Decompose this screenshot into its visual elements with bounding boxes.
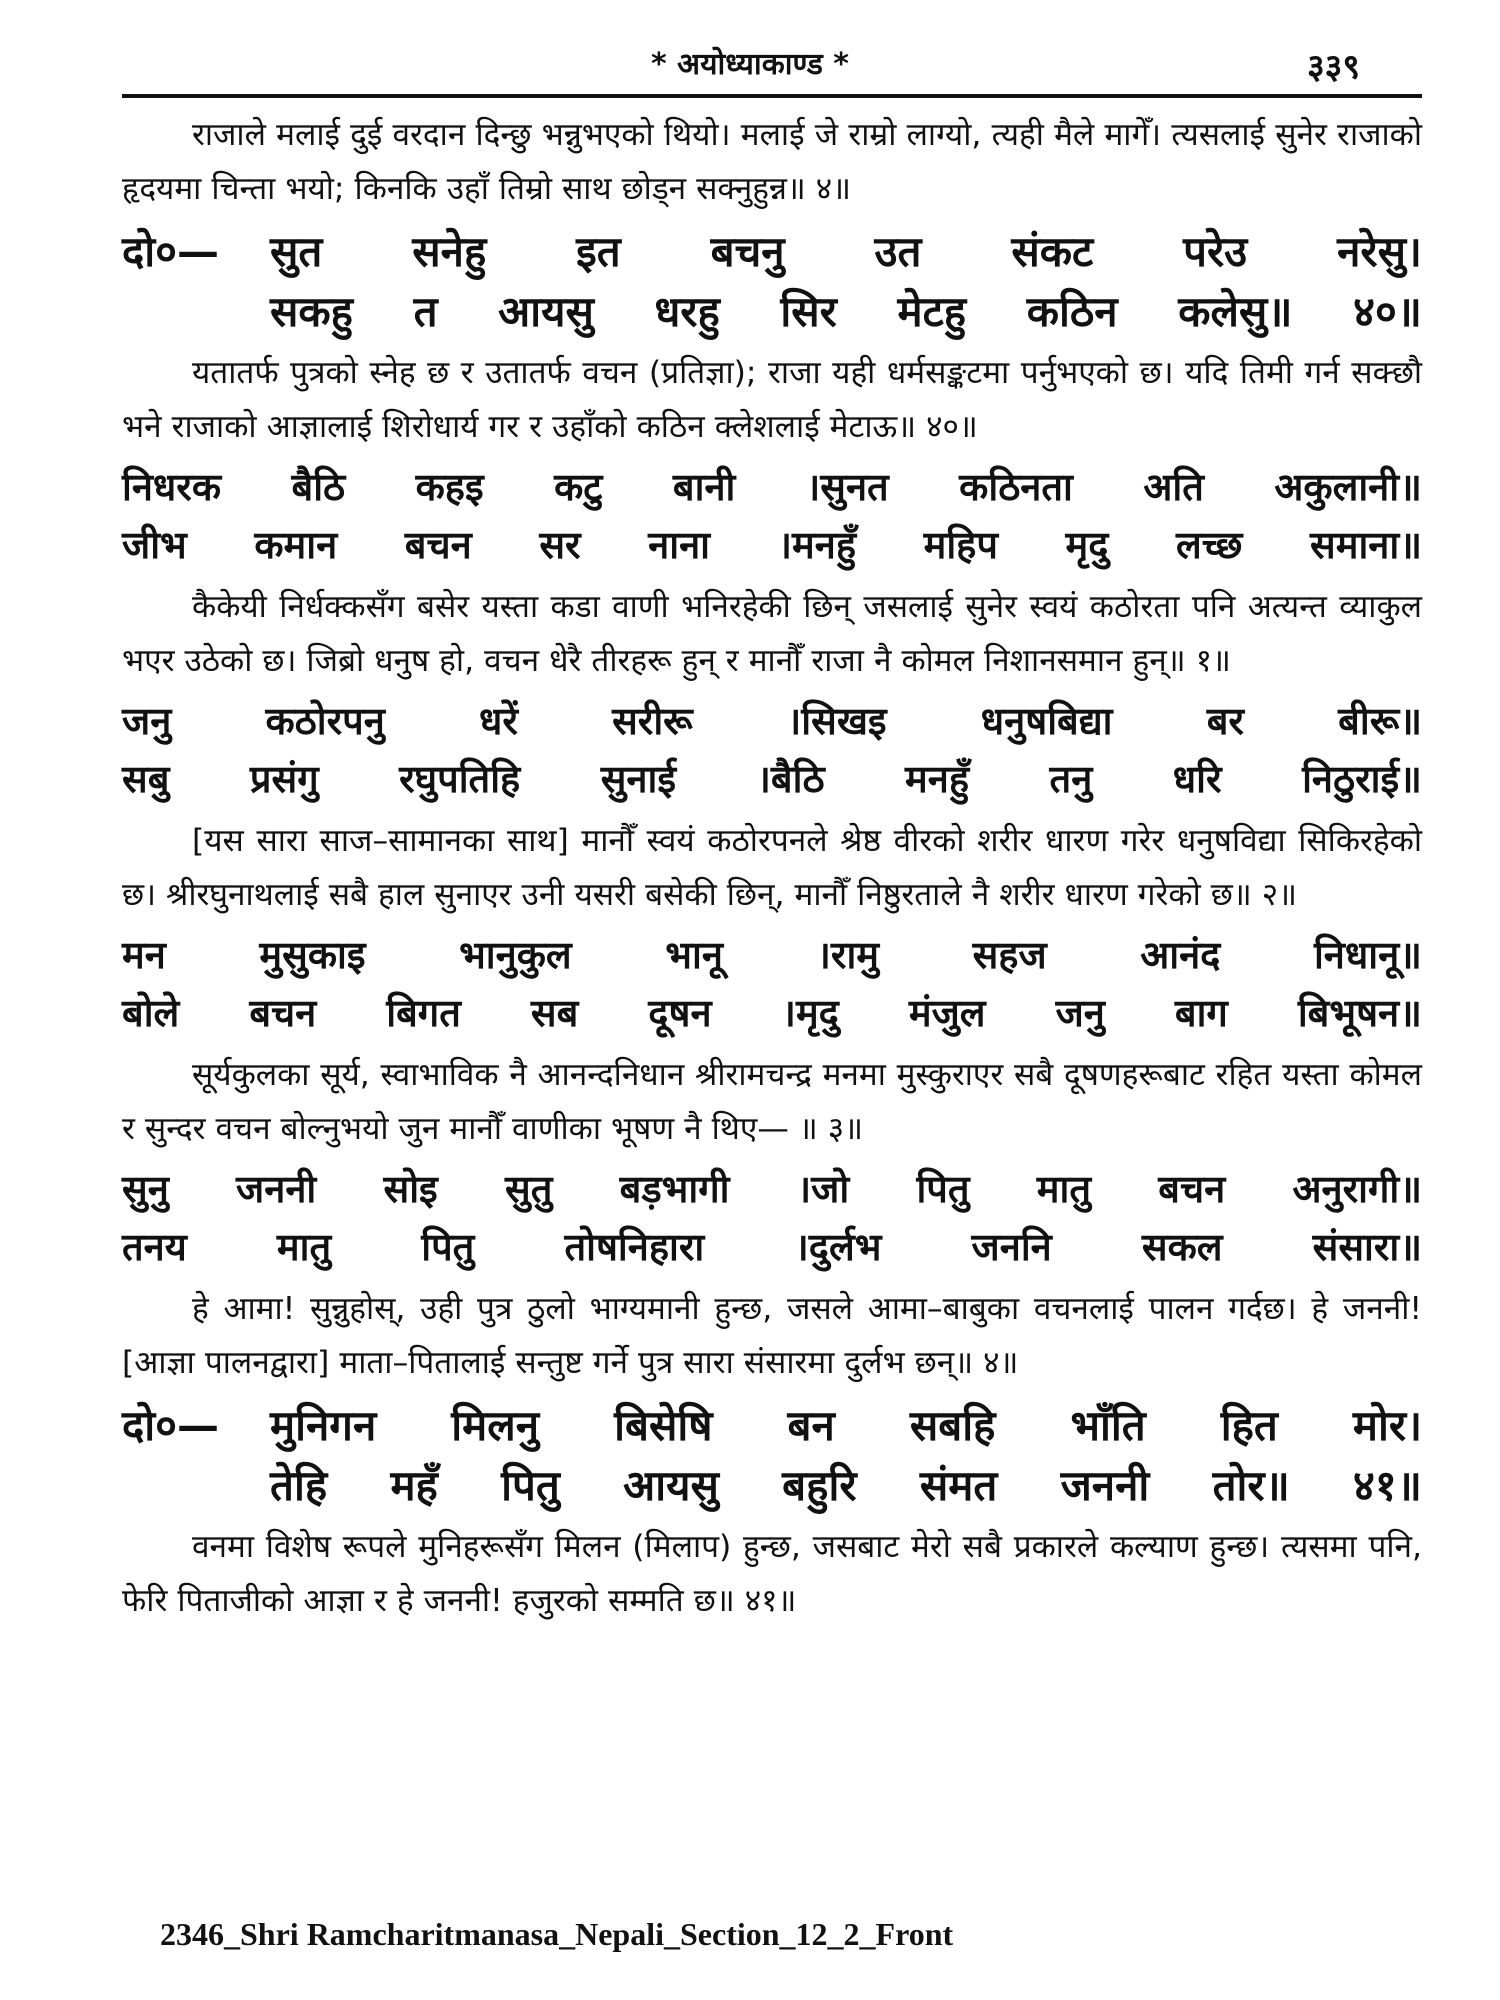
verse-word: धरहु: [654, 287, 720, 336]
verse-line: [122, 984, 1422, 1042]
verse-line: [122, 750, 1422, 808]
verse-word: बीरू॥: [1338, 699, 1422, 743]
verse-word: जनु: [1055, 991, 1105, 1035]
translation-paragraph: यतातर्फ पुत्रको स्नेह छ र उतातर्फ वचन (प्रतिज्ञा); राजा यही धर्मसङ्कटमा पर्नुभएको छ। यदि तिमी गर्न सक्छौ भने राजाको आज्ञालाई शिरोधार्य गर र उहाँको कठिन क्लेशलाई मेटाऊ॥ ४०॥: [122, 355, 1422, 445]
verse-word: सुतु: [505, 1167, 553, 1211]
verse-word: संकट: [1011, 227, 1094, 276]
verse-word: सबहि: [909, 1401, 996, 1450]
verse-word: कलेसु॥: [1178, 287, 1293, 336]
verse-word: बहुरि: [782, 1461, 857, 1510]
verse-word: महिप: [923, 523, 998, 567]
verse-word: बचन: [249, 991, 317, 1035]
verse-word: मातु: [1036, 1167, 1092, 1211]
verse-word: सिर: [780, 287, 837, 336]
verse-word: कठिनता: [959, 465, 1073, 509]
verse-word: ।सिखइ: [786, 699, 887, 743]
verse-word: दूषन: [648, 991, 712, 1035]
verse-word: मातु: [276, 1225, 332, 1269]
verse-word: ।रामु: [816, 933, 880, 977]
chaupai-verse: [122, 1160, 1422, 1276]
verse-word: मेटहु: [897, 287, 967, 336]
verse-word: बिगत: [386, 991, 461, 1035]
doha-text: [270, 222, 1422, 282]
verse-word: सोइ: [383, 1167, 438, 1211]
verse-line: [122, 1160, 1422, 1218]
verse-word: महँ: [390, 1461, 438, 1510]
verse-word: बड़भागी: [619, 1167, 730, 1211]
verse-word: भानुकुल: [459, 933, 572, 977]
verse-word: कटु: [554, 465, 603, 509]
verse-word: संमत: [919, 1461, 998, 1510]
verse-word: बोले: [122, 991, 180, 1035]
verse-word: मन: [122, 933, 166, 977]
verse-word: हित: [1220, 1401, 1278, 1450]
verse-word: जीभ: [122, 523, 187, 567]
section-title: * अयोध्याकाण्ड *: [651, 47, 849, 82]
verse-word: बैठि: [291, 465, 346, 509]
page-number: ३३९: [1306, 47, 1360, 87]
verse-word: बिसेषि: [614, 1401, 713, 1450]
file-footer: 2346_Shri Ramcharitmanasa_Nepali_Section_12_2_Front: [160, 1916, 954, 1952]
verse-word: निठुराई॥: [1302, 757, 1422, 801]
verse-word: सहज: [972, 933, 1047, 977]
verse-word: तेहि: [270, 1461, 328, 1510]
verse-word: बर: [1206, 699, 1244, 743]
verse-word: परेउ: [1183, 227, 1248, 276]
verse-word: बिभूषन॥: [1297, 991, 1422, 1035]
chaupai-verse: [122, 692, 1422, 808]
translation-paragraph: हे आमा! सुन्नुहोस्, उही पुत्र ठुलो भाग्यमानी हुन्छ, जसले आमा–बाबुका वचनलाई पालन गर्दछ। हे जननी! [आज्ञा पालनद्वारा] माता–पितालाई सन्तुष्ट गर्ने पुत्र सारा संसारमा दुर्लभ छन्॥ ४॥: [122, 1291, 1422, 1381]
verse-word: निधानू॥: [1313, 933, 1422, 977]
doha-line: [122, 222, 1422, 282]
verse-line: [122, 692, 1422, 750]
verse-word: तनय: [122, 1225, 187, 1269]
verse-word: बाग: [1174, 991, 1228, 1035]
doha-label: दो०—: [122, 227, 220, 276]
verse-word: लच्छ: [1176, 523, 1243, 567]
verse-word: सुनाई: [600, 757, 676, 801]
verse-word: भाँति: [1070, 1401, 1146, 1450]
verse-word: मनहुँ: [905, 757, 970, 801]
verse-word: समाना॥: [1310, 523, 1422, 567]
verse-word: ।सुनत: [805, 465, 889, 509]
doha-line: [122, 1396, 1422, 1456]
verse-word: मंजुल: [908, 991, 986, 1035]
translation-paragraph: कैकेयी निर्धक्कसँग बसेर यस्ता कडा वाणी भनिरहेकी छिन् जसलाई सुनेर स्वयं कठोरता पनि अत्यन्त व्याकुल भएर उठेको छ। जिब्रो धनुष हो, वचन धेरै तीरहरू हुन् र मानौँ राजा नै कोमल निशानसमान हुन्॥ १॥: [122, 589, 1422, 679]
verse-word: आयसु: [623, 1461, 719, 1510]
doha-text: [270, 282, 1422, 342]
verse-word: संसारा॥: [1312, 1225, 1422, 1269]
doha-verse: [122, 1396, 1422, 1516]
verse-word: सब: [530, 991, 579, 1035]
page-body: [122, 108, 1422, 1632]
verse-word: सर: [539, 523, 581, 567]
doha-text: [270, 1396, 1422, 1456]
chaupai-verse: [122, 458, 1422, 574]
verse-word: तोर॥: [1212, 1461, 1290, 1510]
verse-word: मिलनु: [451, 1401, 540, 1450]
verse-word: पितु: [501, 1461, 560, 1510]
verse-word: तनु: [1049, 757, 1093, 801]
verse-line: [122, 516, 1422, 574]
translation-paragraph: सूर्यकुलका सूर्य, स्वाभाविक नै आनन्दनिधान श्रीरामचन्द्र मनमा मुस्कुराएर सबै दूषणहरूबाट रहित यस्ता कोमल र सुन्दर वचन बोल्नुभयो जुन मानौँ वाणीका भूषण नै थिए— ॥ ३॥: [122, 1057, 1422, 1147]
verse-word: पितु: [916, 1167, 970, 1211]
verse-line: [122, 1218, 1422, 1276]
verse-word: ४०॥: [1353, 287, 1422, 336]
verse-word: जननि: [971, 1225, 1052, 1269]
translation-paragraph: [यस सारा साज–सामानका साथ] मानौँ स्वयं कठोरपनले श्रेष्ठ वीरको शरीर धारण गरेर धनुषविद्या सिकिरहेको छ। श्रीरघुनाथलाई सबै हाल सुनाएर उनी यसरी बसेकी छिन्, मानौँ निष्ठुरताले नै शरीर धारण गरेको छ॥ २॥: [122, 823, 1422, 913]
verse-word: मोर।: [1352, 1401, 1422, 1450]
running-header: [0, 42, 1500, 86]
verse-word: नाना: [648, 523, 711, 567]
verse-word: उत: [874, 227, 922, 276]
translation-paragraph: राजाले मलाई दुई वरदान दिन्छु भन्नुभएको थियो। मलाई जे राम्रो लाग्यो, त्यही मैले मागेँ। त्यसलाई सुनेर राजाको हृदयमा चिन्ता भयो; किनकि उहाँ तिम्रो साथ छोड्न सक्नुहुन्न॥ ४॥: [122, 117, 1422, 207]
verse-word: सकल: [1141, 1225, 1223, 1269]
verse-word: ।बैठि: [756, 757, 825, 801]
verse-word: मुसुकाइ: [259, 933, 366, 977]
verse-word: ।दुर्लभ: [794, 1225, 882, 1269]
verse-word: बानी: [672, 465, 736, 509]
verse-word: सकहु: [270, 287, 353, 336]
verse-word: सुत: [270, 227, 323, 276]
verse-word: अति: [1143, 465, 1204, 509]
verse-word: मृदु: [1065, 523, 1109, 567]
verse-word: ४१॥: [1353, 1461, 1422, 1510]
verse-word: कहइ: [415, 465, 484, 509]
verse-word: प्रसंगु: [249, 757, 319, 801]
verse-word: जनु: [122, 699, 172, 743]
verse-word: अनुरागी॥: [1292, 1167, 1422, 1211]
doha-text: [270, 1456, 1422, 1516]
verse-line: [122, 458, 1422, 516]
verse-word: अकुलानी॥: [1274, 465, 1422, 509]
doha-line: [122, 1456, 1422, 1516]
header-rule: [122, 94, 1422, 98]
verse-line: [122, 926, 1422, 984]
verse-word: कठिन: [1026, 287, 1118, 336]
verse-word: पितु: [421, 1225, 475, 1269]
verse-word: इत: [576, 227, 621, 276]
verse-word: कमान: [254, 523, 338, 567]
verse-word: भानू: [665, 933, 723, 977]
verse-word: निधरक: [122, 465, 222, 509]
verse-word: नरेसु।: [1337, 227, 1422, 276]
verse-word: बचनु: [710, 227, 785, 276]
verse-word: सनेहु: [412, 227, 487, 276]
verse-word: जननी: [236, 1167, 317, 1211]
verse-word: कठोरपनु: [265, 699, 385, 743]
verse-word: बचन: [404, 523, 472, 567]
verse-word: मुनिगन: [270, 1401, 377, 1450]
doha-line: [122, 282, 1422, 342]
verse-word: त: [413, 287, 438, 336]
chaupai-verse: [122, 926, 1422, 1042]
verse-word: सुनु: [122, 1167, 169, 1211]
verse-word: ।जो: [796, 1167, 850, 1211]
verse-word: बचन: [1158, 1167, 1226, 1211]
verse-word: आनंद: [1140, 933, 1221, 977]
verse-word: धरि: [1172, 757, 1222, 801]
verse-word: बन: [787, 1401, 835, 1450]
translation-paragraph: वनमा विशेष रूपले मुनिहरूसँग मिलन (मिलाप) हुन्छ, जसबाट मेरो सबै प्रकारले कल्याण हुन्छ। त्यसमा पनि, फेरि पिताजीको आज्ञा र हे जननी! हजुरको सम्मति छ॥ ४१॥: [122, 1529, 1422, 1619]
verse-word: धरें: [479, 699, 518, 743]
verse-word: ।मृदु: [781, 991, 839, 1035]
verse-word: रघुपतिहि: [399, 757, 521, 801]
verse-word: सरीरू: [612, 699, 693, 743]
verse-word: आयसु: [498, 287, 594, 336]
verse-word: ।मनहुँ: [777, 523, 857, 567]
verse-word: तोषनिहारा: [564, 1225, 705, 1269]
verse-word: सबु: [122, 757, 170, 801]
verse-word: जननी: [1060, 1461, 1150, 1510]
verse-word: धनुषबिद्या: [980, 699, 1113, 743]
doha-label: दो०—: [122, 1401, 220, 1450]
doha-verse: [122, 222, 1422, 342]
